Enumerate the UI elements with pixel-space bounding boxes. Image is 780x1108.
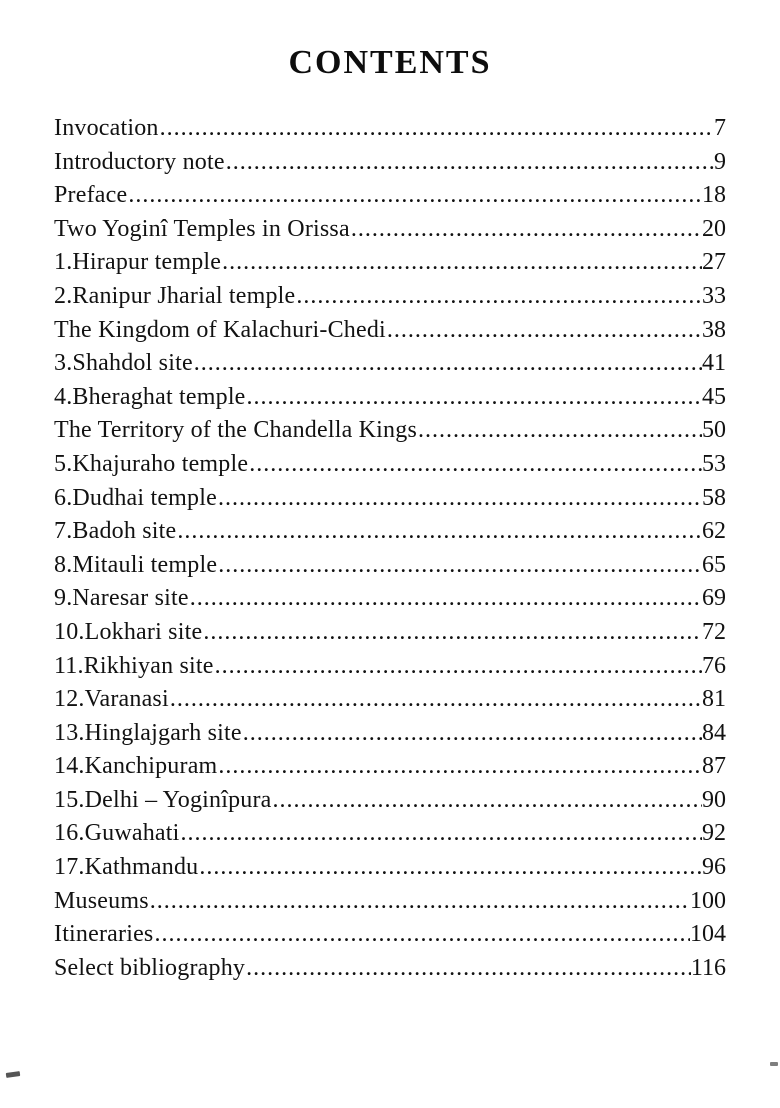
- toc-entry-page: 53: [702, 450, 726, 477]
- toc-entry-label: Two Yoginî Temples in Orissa: [54, 215, 350, 242]
- toc-entry-label: Itineraries: [54, 921, 154, 948]
- toc-dot-leader: [272, 784, 702, 818]
- toc-entry: [54, 952, 726, 986]
- toc-entry-page: 96: [702, 854, 726, 881]
- toc-list: [54, 112, 726, 985]
- toc-entry: [54, 784, 726, 818]
- toc-dot-leader: [189, 582, 702, 616]
- toc-dot-leader: [214, 650, 702, 684]
- toc-dot-leader: [248, 448, 702, 482]
- toc-dot-leader: [180, 817, 702, 851]
- toc-dot-leader: [198, 851, 702, 885]
- toc-entry: [54, 515, 726, 549]
- toc-entry: [54, 414, 726, 448]
- toc-entry-page: 27: [702, 249, 726, 276]
- toc-entry-label: 13.Hinglajgarh site: [54, 719, 242, 746]
- toc-entry: [54, 683, 726, 717]
- toc-entry: [54, 179, 726, 213]
- toc-entry-page: 84: [702, 719, 726, 746]
- page-title: CONTENTS: [288, 44, 492, 81]
- toc-entry-label: 7.Badoh site: [54, 518, 177, 545]
- toc-entry-page: 18: [702, 182, 726, 209]
- toc-entry: [54, 246, 726, 280]
- toc-dot-leader: [246, 381, 702, 415]
- toc-dot-leader: [193, 347, 702, 381]
- toc-entry-page: 41: [702, 350, 726, 377]
- toc-entry-label: The Kingdom of Kalachuri-Chedi: [54, 316, 386, 343]
- toc-entry-label: 4.Bheraghat temple: [54, 383, 246, 410]
- toc-entry: [54, 918, 726, 952]
- toc-entry-label: 6.Dudhai temple: [54, 484, 217, 511]
- toc-entry: [54, 482, 726, 516]
- toc-entry: [54, 851, 726, 885]
- toc-entry-page: 20: [702, 215, 726, 242]
- toc-entry-label: 9.Naresar site: [54, 585, 189, 612]
- toc-dot-leader: [217, 750, 702, 784]
- toc-entry: [54, 885, 726, 919]
- toc-entry: [54, 549, 726, 583]
- toc-entry-label: 8.Mitauli temple: [54, 551, 218, 578]
- toc-dot-leader: [149, 885, 690, 919]
- toc-entry-page: 81: [702, 686, 726, 713]
- toc-entry-label: 3.Shahdol site: [54, 350, 193, 377]
- toc-entry-label: 11.Rikhiyan site: [54, 652, 214, 679]
- toc-entry-page: 92: [702, 820, 726, 847]
- toc-entry: [54, 448, 726, 482]
- toc-entry: [54, 146, 726, 180]
- toc-entry-label: The Territory of the Chandella Kings: [54, 417, 417, 444]
- toc-entry-page: 76: [702, 652, 726, 679]
- toc-dot-leader: [159, 112, 714, 146]
- toc-entry-label: 17.Kathmandu: [54, 854, 199, 881]
- toc-entry-page: 62: [702, 518, 726, 545]
- toc-dot-leader: [221, 246, 702, 280]
- toc-entry-page: 33: [702, 282, 726, 309]
- toc-dot-leader: [202, 616, 702, 650]
- toc-entry-label: Museums: [54, 887, 149, 914]
- toc-entry-page: 7: [714, 115, 726, 141]
- toc-entry: [54, 817, 726, 851]
- toc-entry: [54, 213, 726, 247]
- toc-dot-leader: [127, 179, 702, 213]
- toc-entry-page: 9: [714, 148, 726, 175]
- toc-entry-page: 38: [702, 316, 726, 343]
- toc-entry-page: 100: [690, 887, 726, 914]
- toc-entry-label: 2.Ranipur Jharial temple: [54, 282, 296, 309]
- toc-entry-label: 5.Khajuraho temple: [54, 450, 249, 477]
- toc-entry-label: 10.Lokhari site: [54, 618, 203, 645]
- toc-entry: [54, 280, 726, 314]
- toc-entry-page: 58: [702, 484, 726, 511]
- toc-entry-label: 15.Delhi – Yoginîpura: [54, 786, 272, 813]
- toc-entry: [54, 616, 726, 650]
- toc-entry: [54, 750, 726, 784]
- toc-entry-label: 1.Hirapur temple: [54, 249, 222, 276]
- toc-entry-page: 90: [702, 786, 726, 813]
- toc-entry-label: 12.Varanasi: [54, 686, 169, 713]
- toc-entry-label: Invocation: [54, 115, 159, 141]
- toc-entry-page: 87: [702, 753, 726, 780]
- toc-entry-label: Select bibliography: [54, 954, 246, 981]
- toc-entry: [54, 112, 726, 146]
- toc-dot-leader: [242, 717, 702, 751]
- toc-entry-label: Introductory note: [54, 148, 225, 175]
- toc-dot-leader: [350, 213, 702, 247]
- toc-entry-page: 50: [702, 417, 726, 444]
- toc-dot-leader: [217, 549, 702, 583]
- toc-entry-page: 116: [690, 954, 726, 981]
- toc-dot-leader: [217, 482, 702, 516]
- toc-entry-page: 45: [702, 383, 726, 410]
- toc-entry-label: 16.Guwahati: [54, 820, 180, 847]
- toc-entry: [54, 582, 726, 616]
- toc-dot-leader: [176, 515, 702, 549]
- toc-entry-page: 65: [702, 551, 726, 578]
- toc-dot-leader: [386, 314, 702, 348]
- scan-edge-mark-right: [770, 1062, 778, 1066]
- toc-entry: [54, 381, 726, 415]
- toc-entry: [54, 347, 726, 381]
- toc-dot-leader: [153, 918, 690, 952]
- toc-dot-leader: [245, 952, 691, 986]
- toc-entry-label: Preface: [54, 182, 128, 209]
- toc-entry-label: 14.Kanchipuram: [54, 753, 218, 780]
- toc-entry: [54, 717, 726, 751]
- toc-dot-leader: [417, 414, 702, 448]
- toc-entry: [54, 650, 726, 684]
- toc-entry-page: 72: [702, 618, 726, 645]
- toc-dot-leader: [225, 146, 714, 180]
- toc-entry-page: 104: [690, 921, 726, 948]
- toc-entry-page: 69: [702, 585, 726, 612]
- toc-dot-leader: [295, 280, 702, 314]
- toc-dot-leader: [169, 683, 702, 717]
- toc-entry: [54, 314, 726, 348]
